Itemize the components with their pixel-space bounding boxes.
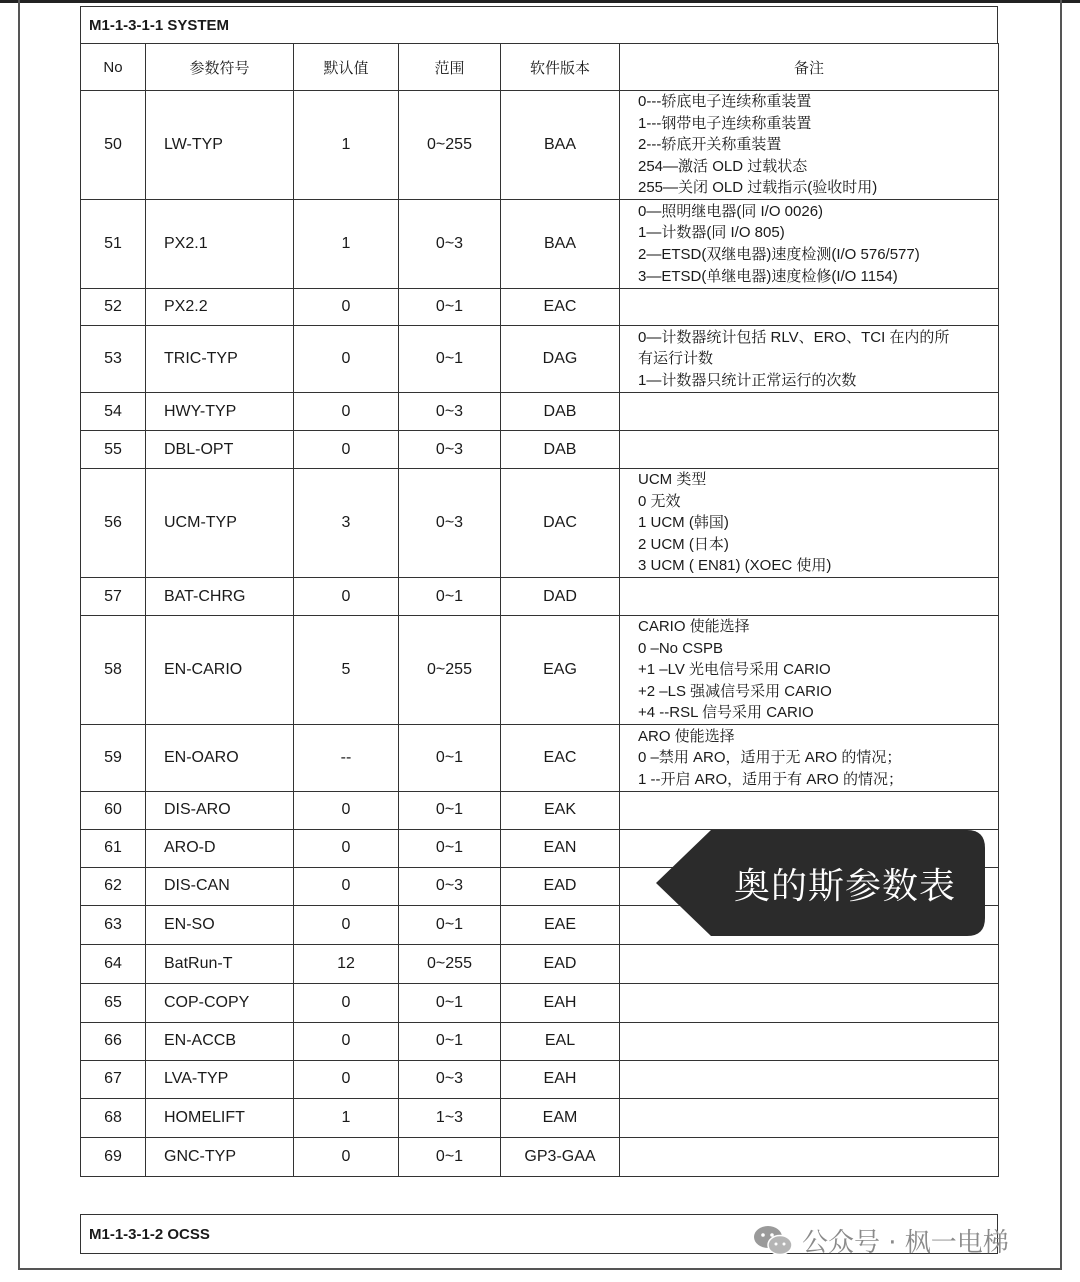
table-row bbox=[81, 289, 999, 326]
table-header-row bbox=[81, 44, 999, 91]
cell-no: 60 bbox=[81, 791, 146, 829]
cell-no: 68 bbox=[81, 1098, 146, 1137]
header-range: 范围 bbox=[399, 44, 501, 91]
cell-no: 62 bbox=[81, 867, 146, 905]
cell-range: 0~3 bbox=[399, 431, 501, 469]
cell-default: 0 bbox=[294, 326, 399, 393]
cell-remarks bbox=[620, 944, 999, 983]
cell-range: 0~255 bbox=[399, 944, 501, 983]
cell-version: DAD bbox=[501, 578, 620, 616]
cell-range: 0~255 bbox=[399, 616, 501, 725]
cell-version: EAC bbox=[501, 724, 620, 791]
cell-symbol: PX2.2 bbox=[146, 289, 294, 326]
table-row bbox=[81, 91, 999, 200]
table-row bbox=[81, 393, 999, 431]
header-symbol: 参数符号 bbox=[146, 44, 294, 91]
cell-version: DAG bbox=[501, 326, 620, 393]
table-row bbox=[81, 469, 999, 578]
cell-no: 58 bbox=[81, 616, 146, 725]
cell-default: 0 bbox=[294, 1060, 399, 1098]
cell-default: 0 bbox=[294, 829, 399, 867]
cell-version: EAG bbox=[501, 616, 620, 725]
cell-symbol: BAT-CHRG bbox=[146, 578, 294, 616]
table-row bbox=[81, 791, 999, 829]
section-title-text: M1-1-3-1-2 OCSS bbox=[89, 1225, 210, 1243]
cell-default: 0 bbox=[294, 393, 399, 431]
cell-default: 1 bbox=[294, 200, 399, 289]
cell-version: EAC bbox=[501, 289, 620, 326]
remark-line: 2 UCM (日本) bbox=[638, 535, 729, 553]
table-row bbox=[81, 616, 999, 725]
cell-version: EAM bbox=[501, 1098, 620, 1137]
cell-range: 0~3 bbox=[399, 393, 501, 431]
cell-version: EAD bbox=[501, 867, 620, 905]
table-row bbox=[81, 1060, 999, 1098]
remark-line: 1---钢带电子连续称重装置 bbox=[638, 114, 812, 132]
section-title-system bbox=[80, 6, 998, 44]
cell-version: EAH bbox=[501, 983, 620, 1022]
remark-line: 1 UCM (韩国) bbox=[638, 514, 729, 532]
cell-remarks bbox=[620, 724, 999, 791]
watermark bbox=[752, 1220, 1009, 1260]
cell-version: BAA bbox=[501, 91, 620, 200]
cell-range: 0~3 bbox=[399, 200, 501, 289]
cell-range: 0~1 bbox=[399, 578, 501, 616]
cell-range: 0~1 bbox=[399, 983, 501, 1022]
cell-range: 0~1 bbox=[399, 791, 501, 829]
cell-range: 0~1 bbox=[399, 905, 501, 944]
cell-default: 3 bbox=[294, 469, 399, 578]
cell-default: 12 bbox=[294, 944, 399, 983]
header-no: No bbox=[81, 44, 146, 91]
cell-remarks bbox=[620, 1098, 999, 1137]
cell-version: DAC bbox=[501, 469, 620, 578]
header-default: 默认值 bbox=[294, 44, 399, 91]
remark-line: 1 --开启 ARO，适用于有 ARO 的情况； bbox=[638, 770, 904, 788]
cell-symbol: TRIC-TYP bbox=[146, 326, 294, 393]
cell-symbol: PX2.1 bbox=[146, 200, 294, 289]
cell-no: 63 bbox=[81, 905, 146, 944]
cell-range: 0~3 bbox=[399, 867, 501, 905]
cell-default: 0 bbox=[294, 791, 399, 829]
cell-no: 64 bbox=[81, 944, 146, 983]
cell-version: EAK bbox=[501, 791, 620, 829]
cell-version: EAH bbox=[501, 1060, 620, 1098]
cell-range: 0~1 bbox=[399, 1022, 501, 1060]
cell-remarks bbox=[620, 393, 999, 431]
remark-line: 0---轿底电子连续称重装置 bbox=[638, 93, 812, 111]
cell-symbol: HOMELIFT bbox=[146, 1098, 294, 1137]
cell-remarks bbox=[620, 983, 999, 1022]
remark-line: 0—计数器统计包括 RLV、ERO、TCI 在内的所 bbox=[638, 328, 950, 346]
remark-line: 0 无效 bbox=[638, 492, 681, 510]
cell-default: 5 bbox=[294, 616, 399, 725]
cell-version: DAB bbox=[501, 393, 620, 431]
cell-default: 0 bbox=[294, 1022, 399, 1060]
table-row bbox=[81, 724, 999, 791]
cell-default: 0 bbox=[294, 867, 399, 905]
cell-default: 1 bbox=[294, 91, 399, 200]
watermark-text: 公众号 · 枫一电梯 bbox=[802, 1227, 1009, 1258]
cell-default: 1 bbox=[294, 1098, 399, 1137]
cell-version: BAA bbox=[501, 200, 620, 289]
cell-range: 0~3 bbox=[399, 469, 501, 578]
header-remarks: 备注 bbox=[620, 44, 999, 91]
title-tag-overlay bbox=[656, 830, 985, 936]
table-row bbox=[81, 431, 999, 469]
cell-default: 0 bbox=[294, 289, 399, 326]
cell-remarks bbox=[620, 1022, 999, 1060]
parameter-table bbox=[80, 43, 999, 1177]
remark-line: UCM 类型 bbox=[638, 471, 707, 489]
cell-no: 53 bbox=[81, 326, 146, 393]
remark-line: 2—ETSD(双继电器)速度检测(I/O 576/577) bbox=[638, 246, 920, 263]
cell-version: EAD bbox=[501, 944, 620, 983]
cell-symbol: GNC-TYP bbox=[146, 1137, 294, 1176]
remark-line: 有运行计数 bbox=[638, 350, 714, 368]
cell-symbol: UCM-TYP bbox=[146, 469, 294, 578]
table-row bbox=[81, 983, 999, 1022]
cell-no: 67 bbox=[81, 1060, 146, 1098]
cell-version: EAE bbox=[501, 905, 620, 944]
cell-no: 65 bbox=[81, 983, 146, 1022]
cell-default: 0 bbox=[294, 1137, 399, 1176]
table-row bbox=[81, 578, 999, 616]
cell-remarks bbox=[620, 616, 999, 725]
cell-symbol: COP-COPY bbox=[146, 983, 294, 1022]
cell-no: 52 bbox=[81, 289, 146, 326]
cell-symbol: EN-CARIO bbox=[146, 616, 294, 725]
remark-line: 3—ETSD(单继电器)速度检修(I/O 1154) bbox=[638, 267, 898, 285]
cell-symbol: LVA-TYP bbox=[146, 1060, 294, 1098]
cell-remarks bbox=[620, 1060, 999, 1098]
cell-default: 0 bbox=[294, 578, 399, 616]
header-version: 软件版本 bbox=[501, 44, 620, 91]
remark-line: 1—计数器只统计正常运行的次数 bbox=[638, 371, 857, 389]
cell-remarks bbox=[620, 289, 999, 326]
cell-range: 0~1 bbox=[399, 1137, 501, 1176]
cell-symbol: EN-ACCB bbox=[146, 1022, 294, 1060]
table-row bbox=[81, 944, 999, 983]
cell-default: 0 bbox=[294, 983, 399, 1022]
cell-version: EAN bbox=[501, 829, 620, 867]
remark-line: +4 --RSL 信号采用 CARIO bbox=[638, 704, 814, 722]
remark-line: +2 –LS 强减信号采用 CARIO bbox=[638, 682, 832, 700]
wechat-icon bbox=[752, 1224, 794, 1256]
cell-no: 51 bbox=[81, 200, 146, 289]
remark-line: 0 –禁用 ARO，适用于无 ARO 的情况； bbox=[638, 749, 902, 767]
remark-line: 0 –No CSPB bbox=[638, 639, 724, 657]
remark-line: 3 UCM ( EN81) (XOEC 使用) bbox=[638, 557, 832, 575]
cell-range: 0~1 bbox=[399, 326, 501, 393]
cell-no: 50 bbox=[81, 91, 146, 200]
cell-version: GP3-GAA bbox=[501, 1137, 620, 1176]
cell-symbol: HWY-TYP bbox=[146, 393, 294, 431]
cell-symbol: ARO-D bbox=[146, 829, 294, 867]
cell-default: -- bbox=[294, 724, 399, 791]
cell-version: EAL bbox=[501, 1022, 620, 1060]
cell-range: 1~3 bbox=[399, 1098, 501, 1137]
cell-remarks bbox=[620, 431, 999, 469]
remark-line: CARIO 使能选择 bbox=[638, 618, 750, 635]
cell-symbol: DIS-CAN bbox=[146, 867, 294, 905]
table-row bbox=[81, 326, 999, 393]
cell-range: 0~255 bbox=[399, 91, 501, 200]
remark-line: 1—计数器(同 I/O 805) bbox=[638, 224, 785, 242]
table-row bbox=[81, 200, 999, 289]
cell-default: 0 bbox=[294, 905, 399, 944]
cell-no: 54 bbox=[81, 393, 146, 431]
table-row bbox=[81, 1022, 999, 1060]
cell-range: 0~1 bbox=[399, 829, 501, 867]
cell-range: 0~1 bbox=[399, 289, 501, 326]
cell-no: 56 bbox=[81, 469, 146, 578]
cell-symbol: LW-TYP bbox=[146, 91, 294, 200]
cell-remarks bbox=[620, 791, 999, 829]
cell-remarks bbox=[620, 578, 999, 616]
cell-remarks bbox=[620, 326, 999, 393]
remark-line: 0—照明继电器(同 I/O 0026) bbox=[638, 202, 824, 220]
cell-range: 0~3 bbox=[399, 1060, 501, 1098]
cell-no: 66 bbox=[81, 1022, 146, 1060]
cell-no: 57 bbox=[81, 578, 146, 616]
cell-symbol: EN-OARO bbox=[146, 724, 294, 791]
cell-no: 55 bbox=[81, 431, 146, 469]
remark-line: 255—关闭 OLD 过载指示(验收时用) bbox=[638, 179, 878, 197]
table-row bbox=[81, 1137, 999, 1176]
section-title-text: M1-1-3-1-1 SYSTEM bbox=[89, 17, 230, 34]
cell-remarks bbox=[620, 200, 999, 289]
cell-symbol: BatRun-T bbox=[146, 944, 294, 983]
cell-no: 59 bbox=[81, 724, 146, 791]
cell-no: 69 bbox=[81, 1137, 146, 1176]
cell-remarks bbox=[620, 91, 999, 200]
cell-symbol: EN-SO bbox=[146, 905, 294, 944]
cell-default: 0 bbox=[294, 431, 399, 469]
cell-symbol: DIS-ARO bbox=[146, 791, 294, 829]
remark-line: +1 –LV 光电信号采用 CARIO bbox=[638, 661, 831, 679]
remark-line: 2---轿底开关称重装置 bbox=[638, 136, 782, 154]
overlay-title: 奥的斯参数表 bbox=[733, 865, 956, 907]
remark-line: ARO 使能选择 bbox=[638, 727, 735, 745]
cell-remarks bbox=[620, 469, 999, 578]
cell-no: 61 bbox=[81, 829, 146, 867]
remark-line: 254—激活 OLD 过载状态 bbox=[638, 157, 808, 175]
cell-remarks bbox=[620, 1137, 999, 1176]
cell-symbol: DBL-OPT bbox=[146, 431, 294, 469]
cell-version: DAB bbox=[501, 431, 620, 469]
table-row bbox=[81, 1098, 999, 1137]
cell-range: 0~1 bbox=[399, 724, 501, 791]
